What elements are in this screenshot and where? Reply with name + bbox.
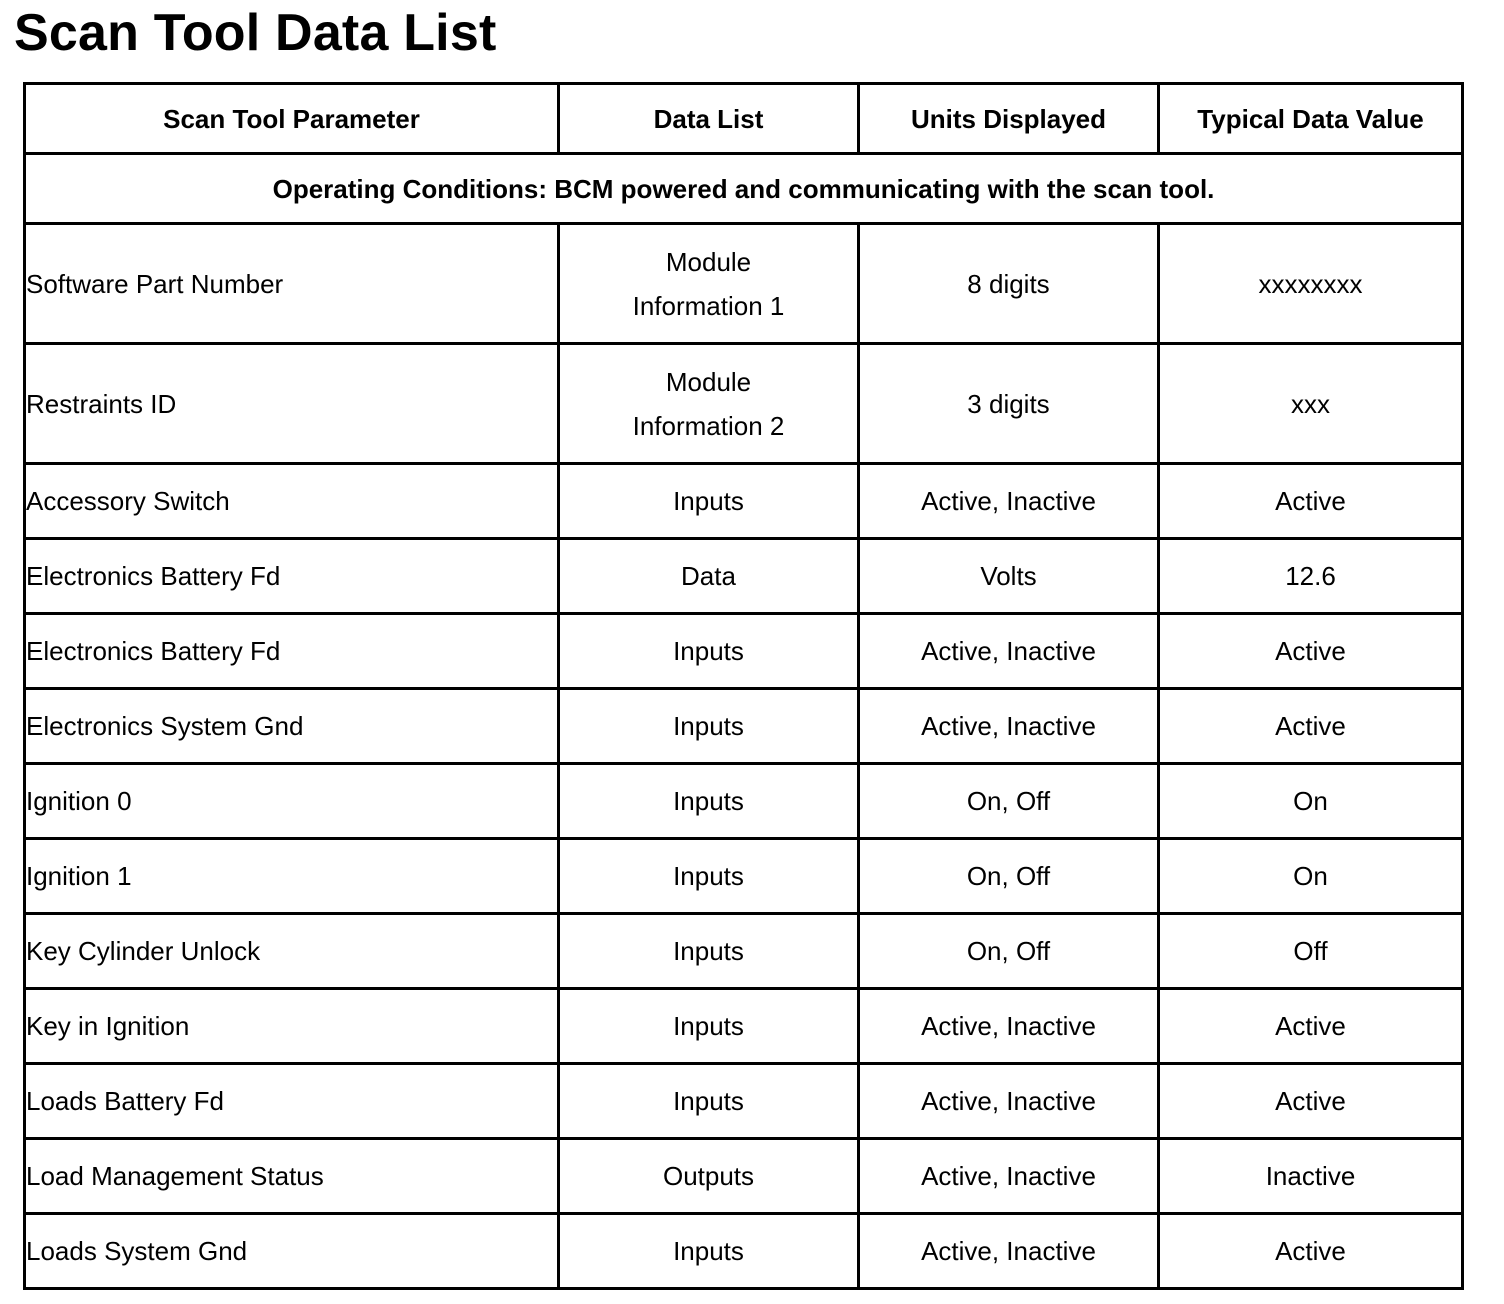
page-title: Scan Tool Data List <box>14 4 497 62</box>
data-list-cell <box>559 344 859 464</box>
typical-value-cell: On <box>1159 764 1463 839</box>
units-cell: Active, Inactive <box>859 1214 1159 1289</box>
data-list-cell: Inputs <box>559 1064 859 1139</box>
typical-value-cell: Active <box>1159 464 1463 539</box>
parameter-cell: Restraints ID <box>25 344 559 464</box>
parameter-cell: Loads System Gnd <box>25 1214 559 1289</box>
header-data-list: Data List <box>559 84 859 154</box>
data-list-cell: Inputs <box>559 989 859 1064</box>
parameter-cell: Electronics Battery Fd <box>25 539 559 614</box>
parameter-cell: Ignition 1 <box>25 839 559 914</box>
data-list-cell: Outputs <box>559 1139 859 1214</box>
typical-value-cell: Active <box>1159 1064 1463 1139</box>
data-list-cell: Data <box>559 539 859 614</box>
parameter-cell: Key Cylinder Unlock <box>25 914 559 989</box>
table-row <box>25 689 1463 764</box>
units-cell: Active, Inactive <box>859 464 1159 539</box>
parameter-cell: Software Part Number <box>25 224 559 344</box>
parameter-cell: Key in Ignition <box>25 989 559 1064</box>
data-list-cell: Inputs <box>559 464 859 539</box>
units-cell: Active, Inactive <box>859 614 1159 689</box>
typical-value-cell: On <box>1159 839 1463 914</box>
units-cell: Volts <box>859 539 1159 614</box>
table-row <box>25 344 1463 464</box>
units-cell: Active, Inactive <box>859 989 1159 1064</box>
data-list-cell: Inputs <box>559 614 859 689</box>
table-row <box>25 464 1463 539</box>
data-list-line: Module <box>665 246 752 277</box>
typical-value-cell: Active <box>1159 614 1463 689</box>
parameter-cell: Ignition 0 <box>25 764 559 839</box>
typical-value-cell: Active <box>1159 1214 1463 1289</box>
data-list-cell: Inputs <box>559 689 859 764</box>
parameter-cell: Load Management Status <box>25 1139 559 1214</box>
table-row <box>25 614 1463 689</box>
header-units-displayed: Units Displayed <box>859 84 1159 154</box>
header-typical-data-value: Typical Data Value <box>1159 84 1463 154</box>
typical-value-cell: Active <box>1159 689 1463 764</box>
operating-conditions: Operating Conditions: BCM powered and communicating with the scan tool. <box>25 154 1463 224</box>
data-list-cell: Inputs <box>559 914 859 989</box>
units-cell: 3 digits <box>859 344 1159 464</box>
table-row <box>25 1139 1463 1214</box>
data-list-line: Information 1 <box>632 290 785 321</box>
data-list-cell: Inputs <box>559 839 859 914</box>
table-row <box>25 224 1463 344</box>
header-scan-tool-parameter: Scan Tool Parameter <box>25 84 559 154</box>
parameter-cell: Electronics System Gnd <box>25 689 559 764</box>
units-cell: Active, Inactive <box>859 1064 1159 1139</box>
header-row <box>25 84 1463 154</box>
data-list-cell <box>559 224 859 344</box>
typical-value-cell: Inactive <box>1159 1139 1463 1214</box>
parameter-cell: Loads Battery Fd <box>25 1064 559 1139</box>
parameter-cell: Accessory Switch <box>25 464 559 539</box>
table-row <box>25 1214 1463 1289</box>
units-cell: On, Off <box>859 914 1159 989</box>
data-list-cell: Inputs <box>559 764 859 839</box>
units-cell: On, Off <box>859 764 1159 839</box>
data-list-cell: Inputs <box>559 1214 859 1289</box>
parameter-cell: Electronics Battery Fd <box>25 614 559 689</box>
table-row <box>25 539 1463 614</box>
data-list-line: Information 2 <box>632 410 785 441</box>
scan-tool-data-table <box>23 82 1464 1290</box>
units-cell: Active, Inactive <box>859 689 1159 764</box>
table-row <box>25 989 1463 1064</box>
units-cell: 8 digits <box>859 224 1159 344</box>
table-row <box>25 764 1463 839</box>
units-cell: Active, Inactive <box>859 1139 1159 1214</box>
typical-value-cell: Off <box>1159 914 1463 989</box>
table-row <box>25 839 1463 914</box>
operating-conditions-row <box>25 154 1463 224</box>
typical-value-cell: xxx <box>1159 344 1463 464</box>
typical-value-cell: xxxxxxxx <box>1159 224 1463 344</box>
typical-value-cell: Active <box>1159 989 1463 1064</box>
table-row <box>25 1064 1463 1139</box>
units-cell: On, Off <box>859 839 1159 914</box>
data-list-line: Module <box>665 366 752 397</box>
table-row <box>25 914 1463 989</box>
typical-value-cell: 12.6 <box>1159 539 1463 614</box>
